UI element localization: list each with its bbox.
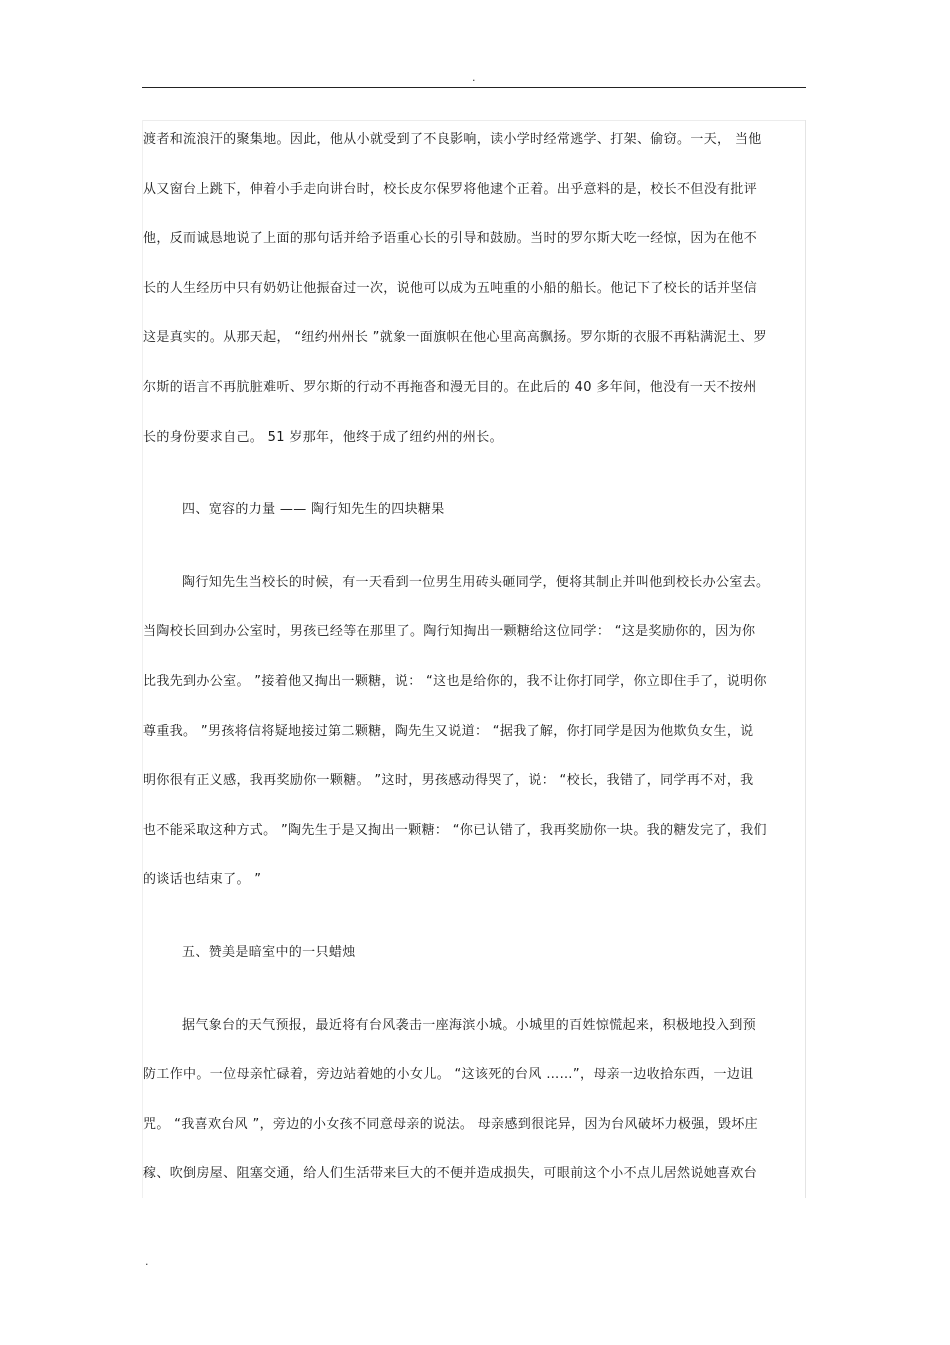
- paragraph-line: 的谈话也结束了。 ”: [143, 872, 262, 888]
- paragraph-line: 长的身份要求自己。 51 岁那年，他终于成了纽约州的州长。: [143, 429, 503, 445]
- content-frame-top: [142, 120, 805, 121]
- paragraph-line: 渡者和流浪汗的聚集地。因此，他从小就受到了不良影响，读小学时经常逃学、打架、偷窃。一天， 当他: [143, 132, 762, 147]
- content-frame-right: [805, 120, 806, 1198]
- paragraph-gap: [143, 990, 789, 1013]
- paragraph-line: 尊重我。 ”男孩将信将疑地接过第二颗糖，陶先生又说道： “据我了解，你打同学是因为他欺负女生，说: [143, 723, 754, 739]
- paragraph-line: 也不能采取这种方式。 ”陶先生于是又掏出一颗糖： “你已认错了，我再奖励你一块。我的糖发完了，我们: [143, 822, 767, 838]
- paragraph-line-indented: 五、赞美是暗室中的一只蜡烛: [182, 944, 356, 960]
- paragraph-line: 比我先到办公室。 ”接着他又掏出一颗糖，说： “这也是给你的，我不让你打同学，你立即住手了，说明你: [143, 673, 767, 689]
- paragraph-line: 这是真实的。从那天起， “纽约州州长 ”就象一面旗帜在他心里高高飘扬。罗尔斯的衣服不再粘满泥土、罗: [143, 330, 767, 346]
- footer-mark: .: [145, 1255, 149, 1268]
- paragraph-line: 他，反而诚恳地说了上面的那句话并给予语重心长的引导和鼓励。当时的罗尔斯大吃一经惊，因为在他不: [143, 231, 758, 247]
- paragraph-line-indented: 四、宽容的力量 —— 陶行知先生的四块糖果: [182, 502, 445, 518]
- paragraph-line: 从又窗台上跳下，伸着小手走向讲台时，校长皮尔保罗将他逮个正着。出乎意料的是，校长不但没有批评: [143, 181, 758, 197]
- header-rule: [142, 87, 806, 88]
- paragraph-line: 明你很有正义感，我再奖励你一颗糖。 ”这时，男孩感动得哭了，说： “校长，我错了，同学再不对，我: [143, 773, 754, 789]
- paragraph-line-indented: 陶行知先生当校长的时候，有一天看到一位男生用砖头砸同学，便将其制止并叫他到校长办公室去。: [182, 574, 770, 590]
- header-mark: .: [472, 71, 476, 84]
- document-body: [143, 127, 789, 1211]
- paragraph-line: 稼、吹倒房屋、阻塞交通，给人们生活带来巨大的不便并造成损失，可眼前这个小不点儿居然说她喜欢台: [143, 1166, 758, 1182]
- paragraph-gap: [143, 474, 789, 497]
- paragraph-line-indented: 据气象台的天气预报，最近将有台风袭击一座海滨小城。小城里的百姓惊慌起来，积极地投入到预: [182, 1017, 757, 1033]
- paragraph-line: 长的人生经历中只有奶奶让他振奋过一次，说他可以成为五吨重的小船的船长。他记下了校长的话并坚信: [143, 280, 758, 296]
- paragraph-gap: [143, 917, 789, 940]
- paragraph-gap: [143, 547, 789, 570]
- paragraph-line: 咒。 “我喜欢台风 ”，旁边的小女孩不同意母亲的说法。 母亲感到很诧异，因为台风破坏力极强，毁坏庄: [143, 1116, 759, 1132]
- paragraph-line: 防工作中。一位母亲忙碌着，旁边站着她的小女儿。 “这该死的台风 ……”，母亲一边收拾东西，一边诅: [143, 1067, 754, 1083]
- paragraph-line: 尔斯的语言不再肮脏难听、罗尔斯的行动不再拖沓和漫无目的。在此后的 40 多年间，他没有一天不按州: [143, 379, 757, 395]
- paragraph-line: 当陶校长回到办公室时，男孩已经等在那里了。陶行知掏出一颗糖给这位同学： “这是奖励你的，因为你: [143, 624, 756, 640]
